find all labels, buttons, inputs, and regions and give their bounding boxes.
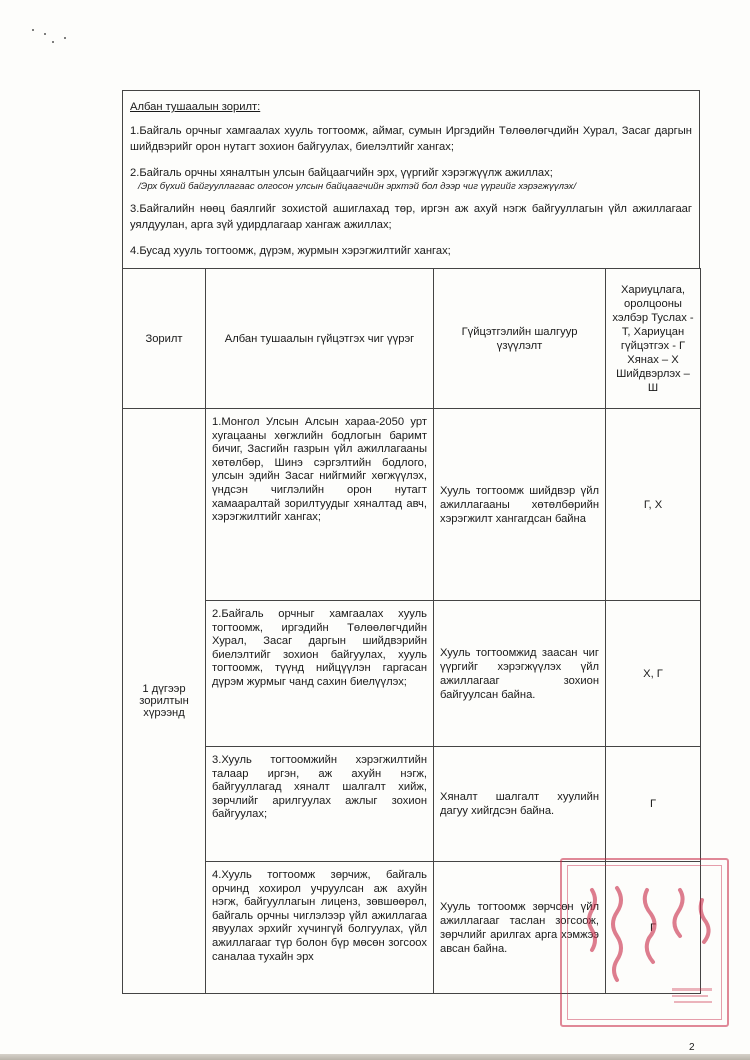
header-goal: Зорилт <box>123 269 206 409</box>
header-criteria: Гүйцэтгэлийн шалгуур үзүүлэлт <box>434 269 606 409</box>
goal-group-label: 1 дүгээр зорилтын хүрээнд <box>123 409 206 994</box>
scan-specks <box>30 25 70 50</box>
duty-cell: 3.Хууль тогтоомжийн хэрэгжилтийн талаар иргэн, аж ахуйн нэгж, байгууллагад хяналт шалгалт хийж, зөрчлийг арилгуулах ажлыг зохион байгуулах; <box>206 747 434 862</box>
duty-cell: 1.Монгол Улсын Алсын хараа-2050 урт хугацааны хөгжлийн бодлогын баримт бичиг, Засгийн газрын үйл ажиллагааны хөтөлбөр, Шинэ сэргэлтийн бодлого, улсын эдийн Засаг нийгмийг хөгжүүлэх, үндсэн чиглэлийн орон нутагт хамааралтай зорилтуудыг хяналтад авч, хэрэгжилтийг хангах; <box>206 409 434 601</box>
goal-note: /Эрх бүхий байгууллагаас олгосон улсын байцаагчийн эрхтэй бол дээр чиг үүргийг хэрэгжүүлэх/ <box>138 181 576 192</box>
criteria-cell: Хууль тогтоомжид заасан чиг үүргийг хэрэгжүүлэх үйл ажиллагааг зохион байгуулсан байна. <box>434 601 606 747</box>
official-seal-stamp <box>560 858 729 1027</box>
table-row <box>123 747 701 862</box>
goal-item: 1.Байгаль орчныг хамгаалах хууль тогтоомж, аймаг, сумын Иргэдийн Төлөөлөгчдийн Хурал, Засаг даргын шийдвэрийг орон нутагт зохион байгуулах, биелэлтийг хангах; <box>130 125 692 153</box>
goal-item: 4.Бусад хууль тогтоомж, дүрэм, журмын хэрэгжилтийг хангах; <box>130 245 451 257</box>
criteria-cell: Хяналт шалгалт хуулийн дагуу хийгдсэн байна. <box>434 747 606 862</box>
goals-section <box>122 90 700 268</box>
header-responsibility: Хариуцлага, оролцооны хэлбэр Туслах - Т, Хариуцан гүйцэтгэх - Г Хянах – Х Шийдвэрлэх – Ш <box>606 269 701 409</box>
responsibility-cell: Г <box>606 862 701 994</box>
table-header-row <box>123 269 701 409</box>
table-row <box>123 601 701 747</box>
goal-item: 3.Байгалийн нөөц баялгийг зохистой ашиглахад төр, иргэн аж ахуй нэгж байгууллагын үйл ажиллагааг уялдуулан, арга зүй удирдлагаар хангаж ажиллах; <box>130 203 692 231</box>
header-duty: Албан тушаалын гүйцэтгэх чиг үүрэг <box>206 269 434 409</box>
goal-item: 2.Байгаль орчны хяналтын улсын байцаагчийн эрх, үүргийг хэрэгжүүлж ажиллах; <box>130 167 553 179</box>
scan-edge <box>0 1054 750 1060</box>
duty-cell: 2.Байгаль орчныг хамгаалах хууль тогтоомж, иргэдийн Төлөөлөгчдийн Хурал, Засаг даргын шийдвэрийн биелэлтийг зохион байгуулах, хууль тогтоомж, түүнд нийцүүлэн гаргасан дүрэм журмыг чанд сахин биелүүлэх; <box>206 601 434 747</box>
seal-script-icon <box>562 860 727 1025</box>
duty-cell: 4.Хууль тогтоомж зөрчиж, байгаль орчинд хохирол учруулсан аж ахуйн нэгж, байгууллагын лиценз, зөвшөөрөл, байгаль орчны чиглэлээр үйл ажиллагаа явуулах эрхийг хүчингүй болгуулах, үйл ажиллагааг түр болон бүр мөсөн зогсоох саналаа тухайн эрх <box>206 862 434 994</box>
goals-title: Албан тушаалын зорилт: <box>130 101 261 113</box>
page-number: 2 <box>689 1042 695 1053</box>
criteria-cell: Хууль тогтоомж зөрчсөн үйл ажиллагааг таслан зогсоож, зөрчлийг арилгах арга хэмжээ авсан байна. <box>434 862 606 994</box>
criteria-cell: Хууль тогтоомж шийдвэр үйл ажиллагааны хөтөлбөрийн хэрэгжилт хангагдсан байна <box>434 409 606 601</box>
responsibility-cell: Г <box>606 747 701 862</box>
table-row <box>123 409 701 601</box>
responsibility-cell: Г, Х <box>606 409 701 601</box>
responsibility-cell: Х, Г <box>606 601 701 747</box>
